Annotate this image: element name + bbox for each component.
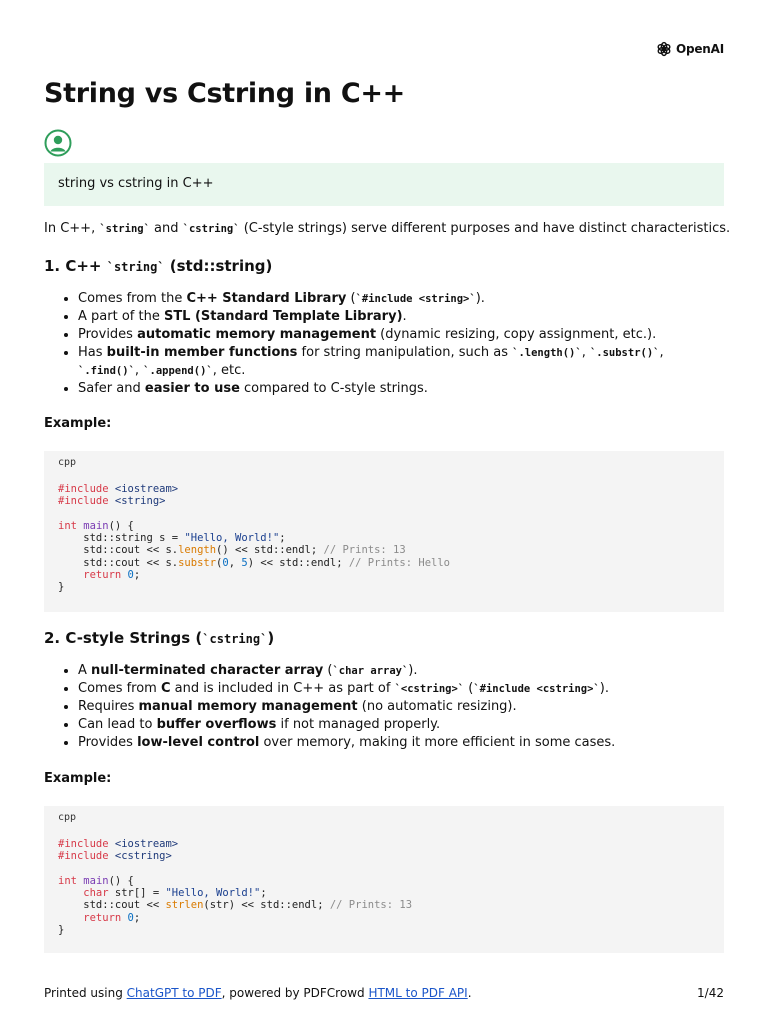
list-item: • Provides low-level control over memory, making it more efficient in some cases. [78, 734, 728, 752]
list-item: • Has built-in member functions for string manipulation, such as `.length()`, `.substr()`, `.find()`, `.append()`, etc. [78, 344, 728, 380]
user-prompt: string vs cstring in C++ [44, 163, 724, 206]
code-content: #include <iostream> #include <cstring> int main() { char str[] = "Hello, World!"; std::cout << strlen(str) << std::endl; // Prints: 13 return 0; } [58, 838, 413, 937]
list-item: • Comes from the C++ Standard Library (`#include <string>`). [78, 290, 728, 308]
user-avatar-icon [44, 129, 72, 157]
html-to-pdf-api-link[interactable]: HTML to PDF API [368, 986, 468, 1000]
inline-code: `string` [99, 223, 150, 235]
brand-name: OpenAI [675, 42, 724, 56]
footer: Printed using ChatGPT to PDF, powered by PDFCrowd HTML to PDF API. [44, 986, 472, 1000]
list-item: • Requires manual memory management (no automatic resizing). [78, 698, 728, 716]
list-item: • A null-terminated character array (`char array`). [78, 662, 728, 680]
string-features-list [44, 290, 728, 398]
code-block-cstring [44, 806, 724, 953]
page-number: 1/42 [697, 986, 724, 1000]
list-item: • Safer and easier to use compared to C-style strings. [78, 380, 728, 398]
list-item: • Comes from C and is included in C++ as part of `<cstring>` (`#include <cstring>`). [78, 680, 728, 698]
list-item: • A part of the STL (Standard Template Library). [78, 308, 728, 326]
list-item: • Can lead to buffer overflows if not managed properly. [78, 716, 728, 734]
code-language-label: cpp [58, 812, 77, 823]
chatgpt-to-pdf-link[interactable]: ChatGPT to PDF [126, 986, 222, 1000]
intro-paragraph: In C++, `string` and `cstring` (C-style strings) serve different purposes and have distinct characteristics. [44, 221, 731, 236]
cstring-features-list [44, 662, 728, 752]
openai-logo-icon [656, 41, 672, 57]
example-label: Example: [44, 771, 112, 786]
section-heading-string: 1. C++ `string` (std::string) [44, 257, 273, 275]
code-block-string [44, 451, 724, 612]
example-label: Example: [44, 416, 112, 431]
section-heading-cstring: 2. C-style Strings (`cstring`) [44, 629, 275, 647]
list-item: • Provides automatic memory management (dynamic resizing, copy assignment, etc.). [78, 326, 728, 344]
openai-brand [656, 41, 724, 57]
page-title: String vs Cstring in C++ [44, 78, 405, 109]
code-language-label: cpp [58, 457, 77, 468]
inline-code: `cstring` [182, 223, 240, 235]
code-content: #include <iostream> #include <string> int main() { std::string s = "Hello, World!"; std::cout << s.length() << std::endl; // Prints: 13 std::cout << s.substr(0, 5) << std::endl; // Prints: Hello return 0; } [58, 483, 450, 594]
